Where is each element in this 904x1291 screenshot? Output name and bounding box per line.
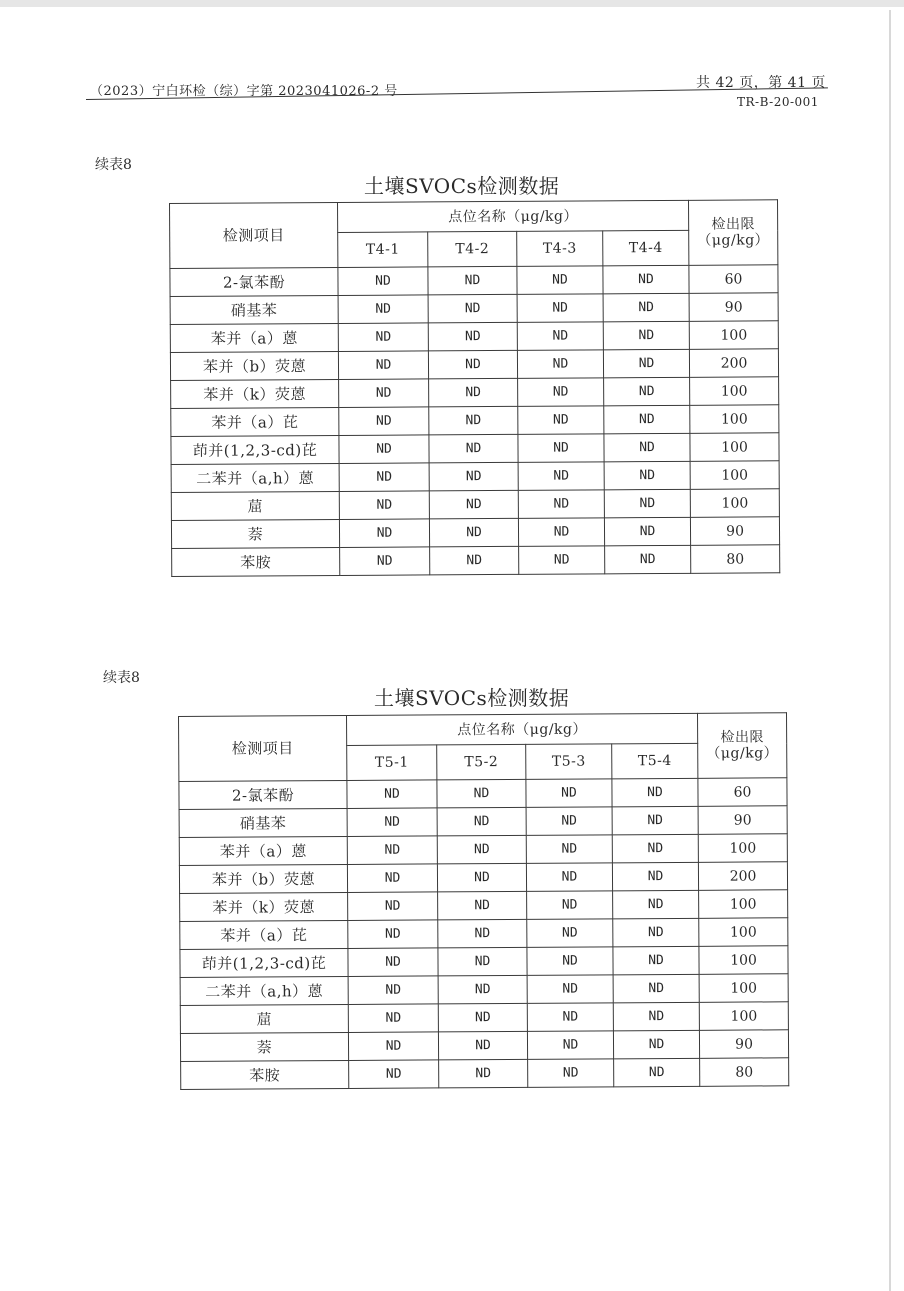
header-site: T5-4	[612, 743, 698, 779]
header-limit: 检出限（μg/kg）	[698, 713, 787, 779]
result-cell: ND	[614, 1058, 700, 1087]
result-cell: ND	[348, 892, 438, 921]
table-row	[181, 1058, 789, 1090]
limit-cell: 100	[690, 377, 779, 406]
item-name: 苯并（a）芘	[171, 407, 339, 436]
result-cell: ND	[527, 975, 613, 1004]
result-cell: ND	[339, 407, 429, 436]
result-cell: ND	[613, 946, 699, 975]
continued-label: 续表8	[103, 670, 140, 686]
result-cell: ND	[339, 435, 429, 464]
item-name: 二苯并（a,h）蒽	[180, 976, 348, 1005]
limit-cell: 100	[698, 834, 787, 863]
result-cell: ND	[517, 322, 603, 351]
header-site: T5-1	[347, 745, 437, 781]
result-cell: ND	[428, 350, 517, 379]
limit-cell: 200	[698, 862, 787, 891]
table-title: 土壤SVOCs检测数据	[364, 174, 560, 198]
item-name: 萘	[180, 1032, 348, 1061]
item-name: 2-氯苯酚	[170, 267, 338, 296]
report-number: （2023）宁白环检（综）字第 2023041026-2 号	[90, 84, 398, 99]
result-cell: ND	[340, 547, 430, 576]
result-cell: ND	[437, 835, 526, 864]
result-cell: ND	[527, 1031, 613, 1060]
result-cell: ND	[437, 779, 526, 808]
table-row	[171, 377, 779, 409]
result-cell: ND	[347, 864, 437, 893]
result-cell: ND	[438, 947, 527, 976]
limit-cell: 90	[689, 293, 778, 322]
table-row	[171, 461, 779, 493]
item-name: 2-氯苯酚	[179, 780, 347, 809]
result-cell: ND	[612, 806, 698, 835]
item-name: 苯并（a）蒽	[170, 323, 338, 352]
result-cell: ND	[526, 835, 612, 864]
result-cell: ND	[429, 490, 518, 519]
header-limit: 检出限（μg/kg）	[689, 200, 778, 266]
result-cell: ND	[348, 1004, 438, 1033]
result-cell: ND	[347, 836, 437, 865]
table-row	[179, 834, 787, 866]
result-cell: ND	[613, 1002, 699, 1031]
limit-cell: 100	[699, 918, 788, 947]
limit-cell: 100	[699, 974, 788, 1003]
table-row	[170, 321, 778, 353]
result-cell: ND	[429, 518, 518, 547]
table-row	[180, 918, 788, 950]
table-row	[171, 489, 779, 521]
limit-cell: 90	[698, 806, 787, 835]
result-cell: ND	[527, 947, 613, 976]
result-cell: ND	[339, 491, 429, 520]
header-site-group: 点位名称（μg/kg）	[346, 713, 697, 745]
result-cell: ND	[613, 918, 699, 947]
table-title: 土壤SVOCs检测数据	[374, 686, 570, 710]
result-cell: ND	[612, 834, 698, 863]
header-site: T4-1	[338, 232, 428, 268]
result-cell: ND	[527, 1003, 613, 1032]
result-cell: ND	[526, 779, 612, 808]
header-site: T4-4	[603, 230, 689, 266]
table-row	[171, 405, 779, 437]
result-cell: ND	[347, 808, 437, 837]
result-cell: ND	[518, 518, 604, 547]
table-row	[170, 349, 778, 381]
limit-cell: 100	[690, 489, 779, 518]
result-cell: ND	[438, 891, 527, 920]
result-cell: ND	[518, 406, 604, 435]
item-name: 萘	[171, 519, 339, 548]
item-name: 苯并（b）荧蒽	[170, 351, 338, 380]
result-cell: ND	[518, 490, 604, 519]
table-row	[171, 433, 779, 465]
result-cell: ND	[604, 517, 690, 546]
result-cell: ND	[527, 919, 613, 948]
table-row	[180, 890, 788, 922]
header-site: T5-2	[437, 744, 526, 780]
item-name: 二苯并（a,h）蒽	[171, 463, 339, 492]
item-name: 苯胺	[172, 547, 340, 576]
item-name: 茚并(1,2,3-cd)芘	[171, 435, 339, 464]
result-cell: ND	[612, 778, 698, 807]
item-name: 苯胺	[181, 1060, 349, 1089]
limit-cell: 60	[698, 778, 787, 807]
result-cell: ND	[439, 1059, 528, 1088]
header-site: T4-3	[517, 231, 603, 267]
result-cell: ND	[348, 948, 438, 977]
result-cell: ND	[518, 462, 604, 491]
result-cell: ND	[347, 780, 437, 809]
result-cell: ND	[604, 377, 690, 406]
result-cell: ND	[526, 863, 612, 892]
item-name: 䓛	[180, 1004, 348, 1033]
result-cell: ND	[437, 863, 526, 892]
result-cell: ND	[338, 323, 428, 352]
result-cell: ND	[429, 434, 518, 463]
result-cell: ND	[517, 350, 603, 379]
item-name: 茚并(1,2,3-cd)芘	[180, 948, 348, 977]
result-cell: ND	[604, 461, 690, 490]
result-cell: ND	[339, 463, 429, 492]
scan-right-edge	[889, 10, 891, 1291]
result-cell: ND	[339, 519, 429, 548]
item-name: 苯并（k）荧蒽	[171, 379, 339, 408]
table-row	[179, 778, 787, 810]
result-cell: ND	[603, 321, 689, 350]
result-cell: ND	[604, 405, 690, 434]
item-name: 苯并（k）荧蒽	[180, 892, 348, 921]
form-code: TR-B-20-001	[737, 95, 819, 109]
item-name: 硝基苯	[170, 295, 338, 324]
item-name: 苯并（a）芘	[180, 920, 348, 949]
table-row	[172, 545, 780, 577]
result-cell: ND	[338, 351, 428, 380]
result-cell: ND	[438, 1003, 527, 1032]
table-row	[170, 265, 778, 297]
header-site: T5-3	[526, 744, 612, 780]
result-cell: ND	[517, 294, 603, 323]
limit-cell: 80	[691, 545, 780, 574]
page-info: 共 42 页，第 41 页	[696, 75, 826, 91]
limit-cell: 100	[690, 405, 779, 434]
result-cell: ND	[429, 406, 518, 435]
result-cell: ND	[348, 1032, 438, 1061]
limit-cell: 100	[699, 1002, 788, 1031]
result-cell: ND	[348, 920, 438, 949]
result-cell: ND	[338, 295, 428, 324]
table-row	[170, 293, 778, 325]
result-cell: ND	[526, 807, 612, 836]
header-site-group: 点位名称（μg/kg）	[337, 200, 688, 232]
result-cell: ND	[428, 266, 517, 295]
data-table-t4	[169, 199, 780, 577]
result-cell: ND	[518, 434, 604, 463]
result-cell: ND	[528, 1059, 614, 1088]
item-name: 硝基苯	[179, 808, 347, 837]
header-site: T4-2	[428, 231, 517, 267]
result-cell: ND	[517, 266, 603, 295]
item-name: 䓛	[171, 491, 339, 520]
limit-cell: 200	[689, 349, 778, 378]
result-cell: ND	[604, 489, 690, 518]
limit-cell: 90	[699, 1030, 788, 1059]
limit-cell: 90	[690, 517, 779, 546]
header-item: 检测项目	[179, 715, 347, 781]
result-cell: ND	[430, 546, 519, 575]
result-cell: ND	[429, 462, 518, 491]
result-cell: ND	[428, 322, 517, 351]
result-cell: ND	[613, 974, 699, 1003]
result-cell: ND	[338, 267, 428, 296]
result-cell: ND	[519, 546, 605, 575]
table-row	[180, 1030, 788, 1062]
limit-cell: 100	[699, 890, 788, 919]
table-row	[180, 974, 788, 1006]
result-cell: ND	[438, 975, 527, 1004]
table-row	[179, 806, 787, 838]
result-cell: ND	[612, 862, 698, 891]
result-cell: ND	[437, 807, 526, 836]
limit-cell: 60	[689, 265, 778, 294]
result-cell: ND	[603, 265, 689, 294]
result-cell: ND	[339, 379, 429, 408]
table-row	[179, 862, 787, 894]
result-cell: ND	[349, 1060, 439, 1089]
result-cell: ND	[348, 976, 438, 1005]
result-cell: ND	[605, 545, 691, 574]
data-table-t5	[178, 712, 789, 1090]
result-cell: ND	[603, 293, 689, 322]
scan-top-edge	[0, 0, 904, 7]
table-row	[180, 1002, 788, 1034]
result-cell: ND	[438, 1031, 527, 1060]
limit-cell: 100	[699, 946, 788, 975]
limit-cell: 80	[700, 1058, 789, 1087]
result-cell: ND	[527, 891, 613, 920]
result-cell: ND	[429, 378, 518, 407]
table-row	[180, 946, 788, 978]
limit-cell: 100	[689, 321, 778, 350]
limit-cell: 100	[690, 433, 779, 462]
result-cell: ND	[604, 433, 690, 462]
result-cell: ND	[603, 349, 689, 378]
result-cell: ND	[518, 378, 604, 407]
item-name: 苯并（a）蒽	[179, 836, 347, 865]
limit-cell: 100	[690, 461, 779, 490]
header-item: 检测项目	[170, 202, 338, 268]
continued-label: 续表8	[95, 157, 132, 173]
item-name: 苯并（b）荧蒽	[179, 864, 347, 893]
result-cell: ND	[613, 1030, 699, 1059]
result-cell: ND	[428, 294, 517, 323]
result-cell: ND	[438, 919, 527, 948]
result-cell: ND	[613, 890, 699, 919]
table-row	[171, 517, 779, 549]
